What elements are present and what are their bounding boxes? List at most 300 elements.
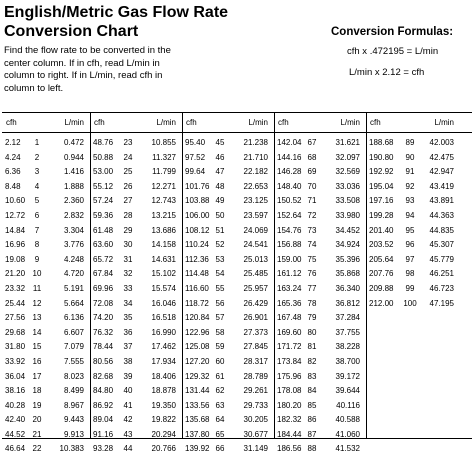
center-value: 51 — [215, 225, 225, 235]
table-row — [274, 326, 366, 341]
lmin-value: 17.934 — [151, 356, 176, 366]
table-row — [90, 151, 182, 166]
center-value: 82 — [307, 356, 317, 366]
table-row — [90, 340, 182, 355]
instructions-text: Find the flow rate to be converted in the center column. If in cfh, read L/min in column to right. If in L/min, read cfh in column to left. — [4, 45, 171, 94]
table-row — [182, 282, 274, 297]
lmin-value: 33.036 — [335, 181, 360, 191]
table-row — [90, 180, 182, 195]
cfh-value: 188.68 — [369, 138, 394, 147]
table-row — [182, 399, 274, 414]
row-list — [182, 136, 274, 457]
lmin-value: 35.396 — [335, 254, 360, 264]
cfh-value: 127.20 — [185, 356, 210, 366]
cfh-value: 61.48 — [93, 225, 114, 235]
center-value: 2 — [34, 152, 40, 162]
lmin-value: 8.499 — [63, 386, 84, 396]
cfh-value: 116.60 — [185, 283, 209, 293]
cfh-value: 122.96 — [185, 327, 210, 337]
cfh-value: 148.40 — [277, 181, 302, 191]
center-value: 50 — [215, 210, 225, 220]
cfh-value: 199.28 — [369, 210, 394, 220]
lmin-value: 26.901 — [243, 313, 268, 323]
cfh-value: 171.72 — [277, 342, 302, 352]
table-row — [2, 209, 90, 224]
lmin-value: 16.990 — [151, 327, 176, 337]
lmin-value: 6.136 — [63, 313, 84, 323]
table-row — [182, 209, 274, 224]
table-row — [2, 253, 90, 268]
table-row — [366, 194, 472, 209]
cfh-value: 212.00 — [369, 298, 394, 308]
lmin-value: 43.419 — [429, 181, 454, 191]
lmin-value: 39.644 — [335, 386, 360, 396]
table-row — [182, 326, 274, 341]
cfh-value: 63.60 — [93, 240, 114, 250]
lmin-value: 41.060 — [335, 429, 360, 439]
cfh-value: 180.20 — [277, 400, 302, 410]
cfh-value: 197.16 — [369, 196, 394, 206]
cfh-value: 40.28 — [5, 400, 26, 410]
table-row — [366, 297, 472, 312]
lmin-value: 36.812 — [335, 298, 360, 308]
table-row — [2, 165, 90, 180]
lmin-value: 37.755 — [335, 327, 360, 337]
table-row — [182, 151, 274, 166]
lmin-value: 2.832 — [63, 210, 84, 220]
lmin-value: 9.443 — [63, 415, 84, 425]
lmin-value: 32.569 — [335, 167, 360, 177]
lmin-value: 24.069 — [243, 225, 268, 235]
table-row — [90, 428, 182, 443]
lmin-value: 14.631 — [151, 254, 176, 264]
lmin-value: 2.360 — [63, 196, 84, 206]
lmin-value: 35.868 — [335, 269, 360, 279]
cfh-value: 23.32 — [5, 283, 26, 293]
center-value: 88 — [307, 444, 317, 454]
cfh-value: 207.76 — [369, 269, 394, 279]
cfh-value: 36.04 — [5, 371, 26, 381]
table-row — [274, 151, 366, 166]
lmin-value: 30.677 — [243, 429, 268, 439]
column-header — [90, 118, 182, 130]
lmin-value: 3.304 — [63, 225, 84, 235]
table-row — [182, 194, 274, 209]
center-value: 25 — [123, 167, 133, 177]
cfh-value: 59.36 — [93, 210, 114, 220]
lmin-value: 33.980 — [335, 210, 360, 220]
table-row — [90, 209, 182, 224]
center-value: 66 — [215, 444, 225, 454]
center-value: 86 — [307, 415, 317, 425]
center-value: 85 — [307, 400, 317, 410]
table-row — [274, 180, 366, 195]
lmin-value: 42.947 — [429, 167, 454, 177]
table-row — [182, 384, 274, 399]
header-cfh: cfh — [186, 118, 197, 127]
formula-lmin-to-cfh: L/min x 2.12 = cfh — [349, 67, 425, 78]
table-row — [90, 297, 182, 312]
lmin-value: 11.327 — [152, 152, 176, 162]
lmin-value: 36.340 — [335, 283, 360, 293]
table-row — [182, 370, 274, 385]
lmin-value: 38.228 — [335, 342, 360, 352]
cfh-value: 167.48 — [277, 313, 302, 323]
center-value: 49 — [215, 196, 225, 206]
cfh-value: 125.08 — [185, 342, 210, 352]
lmin-value: 20.294 — [151, 429, 176, 439]
center-value: 67 — [307, 138, 317, 147]
table-row — [90, 370, 182, 385]
lmin-value: 7.555 — [63, 356, 84, 366]
table-row — [274, 238, 366, 253]
lmin-value: 40.588 — [335, 415, 360, 425]
center-value: 11 — [32, 283, 42, 293]
lmin-value: 25.013 — [243, 254, 268, 264]
header-lmin: L/min — [434, 118, 454, 127]
lmin-value: 25.957 — [243, 283, 268, 293]
table-row — [90, 267, 182, 282]
cfh-value: 78.44 — [93, 342, 114, 352]
lmin-value: 22.653 — [243, 181, 268, 191]
cfh-value: 135.68 — [185, 415, 210, 425]
center-value: 56 — [215, 298, 225, 308]
table-row — [274, 267, 366, 282]
center-value: 45 — [215, 138, 225, 147]
cfh-value: 112.36 — [185, 254, 209, 264]
cfh-value: 114.48 — [185, 269, 209, 279]
cfh-value: 50.88 — [93, 152, 114, 162]
center-value: 75 — [307, 254, 317, 264]
cfh-value: 29.68 — [5, 327, 26, 337]
table-row — [366, 238, 472, 253]
cfh-value: 72.08 — [93, 298, 114, 308]
center-value: 19 — [32, 400, 42, 410]
table-row — [2, 326, 90, 341]
table-row — [366, 165, 472, 180]
cfh-value: 65.72 — [93, 254, 114, 264]
cfh-value: 192.92 — [369, 167, 394, 177]
lmin-value: 42.003 — [429, 138, 454, 147]
column-header — [366, 118, 472, 130]
center-value: 78 — [307, 298, 317, 308]
center-value: 76 — [307, 269, 317, 279]
table-row — [90, 136, 182, 151]
table-row — [274, 297, 366, 312]
lmin-value: 11.799 — [152, 167, 176, 177]
title-line-2: Conversion Chart — [4, 23, 139, 40]
table-row — [90, 253, 182, 268]
header-lmin: L/min — [248, 118, 268, 127]
cfh-value: 139.92 — [185, 444, 210, 454]
formulas-heading: Conversion Formulas: — [331, 26, 454, 38]
table-row — [182, 413, 274, 428]
center-value: 3 — [34, 167, 40, 177]
table-row — [90, 399, 182, 414]
table-row — [182, 253, 274, 268]
conversion-block-5 — [366, 113, 472, 438]
cfh-value: 55.12 — [93, 181, 114, 191]
center-value: 31 — [123, 254, 133, 264]
lmin-value: 43.891 — [429, 196, 454, 206]
center-value: 57 — [215, 313, 225, 323]
center-value: 64 — [215, 415, 225, 425]
cfh-value: 14.84 — [5, 225, 26, 235]
center-value: 79 — [307, 313, 317, 323]
row-list — [90, 136, 182, 457]
center-value: 6 — [34, 210, 40, 220]
table-row — [2, 399, 90, 414]
center-value: 37 — [123, 342, 133, 352]
lmin-value: 4.248 — [63, 254, 84, 264]
cfh-value: 203.52 — [369, 240, 394, 250]
table-row — [90, 194, 182, 209]
column-header — [2, 118, 90, 130]
center-value: 77 — [307, 283, 317, 293]
cfh-value: 38.16 — [5, 386, 26, 396]
table-row — [2, 224, 90, 239]
cfh-value: 12.72 — [5, 210, 26, 220]
center-value: 95 — [405, 225, 415, 235]
center-value: 74 — [307, 240, 317, 250]
cfh-value: 209.88 — [369, 283, 394, 293]
lmin-value: 44.835 — [429, 225, 454, 235]
table-row — [2, 238, 90, 253]
lmin-value: 20.766 — [151, 444, 176, 454]
cfh-value: 42.40 — [5, 415, 26, 425]
center-value: 63 — [215, 400, 225, 410]
cfh-value: 25.44 — [5, 298, 26, 308]
table-row — [182, 224, 274, 239]
cfh-value: 86.92 — [93, 400, 114, 410]
header-lmin: L/min — [340, 118, 360, 127]
cfh-value: 150.52 — [277, 196, 302, 206]
conversion-block-1 — [2, 113, 90, 454]
cfh-value: 48.76 — [93, 138, 114, 147]
table-row — [274, 311, 366, 326]
table-row — [182, 311, 274, 326]
center-value: 9 — [34, 254, 40, 264]
center-value: 18 — [32, 386, 42, 396]
cfh-value: 99.64 — [185, 167, 206, 177]
cfh-value: 120.84 — [185, 313, 210, 323]
lmin-value: 46.251 — [429, 269, 454, 279]
center-value: 98 — [405, 269, 415, 279]
lmin-value: 1.416 — [63, 167, 84, 177]
table-row — [90, 238, 182, 253]
center-value: 21 — [32, 429, 42, 439]
cfh-value: 142.04 — [277, 138, 302, 147]
center-value: 47 — [215, 167, 225, 177]
center-value: 70 — [307, 181, 317, 191]
table-row — [274, 413, 366, 428]
lmin-value: 13.215 — [151, 210, 176, 220]
cfh-value: 10.60 — [5, 196, 26, 206]
table-row — [90, 384, 182, 399]
title-line-1: English/Metric Gas Flow Rate — [4, 4, 229, 21]
center-value: 1 — [34, 138, 40, 147]
lmin-value: 21.238 — [243, 138, 268, 147]
center-value: 22 — [32, 444, 42, 454]
table-row — [274, 442, 366, 457]
cfh-value: 154.76 — [277, 225, 302, 235]
cfh-value: 57.24 — [93, 196, 114, 206]
lmin-value: 23.597 — [243, 210, 268, 220]
center-value: 13 — [32, 313, 42, 323]
cfh-value: 182.32 — [277, 415, 302, 425]
center-value: 10 — [32, 269, 42, 279]
table-row — [90, 413, 182, 428]
lmin-value: 26.429 — [243, 298, 268, 308]
center-value: 42 — [123, 415, 133, 425]
cfh-value: 110.24 — [185, 240, 209, 250]
lmin-value: 28.317 — [243, 356, 268, 366]
center-value: 58 — [215, 327, 225, 337]
cfh-value: 106.00 — [185, 210, 210, 220]
table-row — [2, 355, 90, 370]
lmin-value: 44.363 — [429, 210, 454, 220]
center-value: 100 — [403, 298, 417, 308]
cfh-value: 159.00 — [277, 254, 302, 264]
cfh-value: 108.12 — [185, 225, 210, 235]
lmin-value: 14.158 — [151, 240, 176, 250]
lmin-value: 42.475 — [429, 152, 454, 162]
lmin-value: 6.607 — [63, 327, 84, 337]
table-row — [366, 180, 472, 195]
cfh-value: 165.36 — [277, 298, 302, 308]
center-value: 36 — [123, 327, 133, 337]
table-row — [182, 442, 274, 457]
center-value: 61 — [215, 371, 225, 381]
cfh-value: 146.28 — [277, 167, 302, 177]
table-row — [2, 267, 90, 282]
lmin-value: 12.271 — [151, 181, 176, 191]
table-row — [274, 253, 366, 268]
lmin-value: 10.855 — [151, 138, 176, 147]
cfh-value: 137.80 — [185, 429, 210, 439]
center-value: 93 — [405, 196, 415, 206]
center-value: 35 — [123, 313, 133, 323]
lmin-value: 0.944 — [63, 152, 84, 162]
center-value: 41 — [123, 400, 133, 410]
center-value: 44 — [123, 444, 133, 454]
center-value: 8 — [34, 240, 40, 250]
cfh-value: 201.40 — [369, 225, 394, 235]
table-row — [274, 194, 366, 209]
header-cfh: cfh — [6, 118, 17, 127]
center-value: 52 — [215, 240, 225, 250]
lmin-value: 15.102 — [151, 269, 176, 279]
cfh-value: 27.56 — [5, 313, 26, 323]
lmin-value: 29.733 — [243, 400, 268, 410]
cfh-value: 95.40 — [185, 138, 206, 147]
center-value: 28 — [123, 210, 133, 220]
center-value: 94 — [405, 210, 415, 220]
lmin-value: 19.350 — [151, 400, 176, 410]
center-value: 40 — [123, 386, 133, 396]
lmin-value: 30.205 — [243, 415, 268, 425]
cfh-value: 8.48 — [5, 181, 21, 191]
lmin-value: 13.686 — [151, 225, 176, 235]
center-value: 24 — [123, 152, 133, 162]
center-value: 7 — [34, 225, 40, 235]
row-list — [366, 136, 472, 311]
table-row — [366, 253, 472, 268]
center-value: 73 — [307, 225, 317, 235]
center-value: 54 — [215, 269, 225, 279]
header-lmin: L/min — [64, 118, 84, 127]
table-row — [182, 355, 274, 370]
center-value: 4 — [34, 181, 40, 191]
lmin-value: 24.541 — [243, 240, 268, 250]
table-row — [90, 165, 182, 180]
lmin-value: 16.518 — [151, 313, 176, 323]
lmin-value: 27.373 — [243, 327, 268, 337]
table-row — [182, 297, 274, 312]
cfh-value: 156.88 — [277, 240, 302, 250]
lmin-value: 9.913 — [63, 429, 84, 439]
table-row — [182, 267, 274, 282]
center-value: 96 — [405, 240, 415, 250]
conversion-block-4 — [274, 113, 366, 454]
table-row — [274, 136, 366, 151]
cfh-value: 19.08 — [5, 254, 26, 264]
lmin-value: 0.472 — [63, 138, 84, 147]
lmin-value: 12.743 — [151, 196, 176, 206]
center-value: 43 — [123, 429, 133, 439]
table-row — [274, 165, 366, 180]
table-row — [274, 282, 366, 297]
table-row — [90, 326, 182, 341]
lmin-value: 4.720 — [63, 269, 84, 279]
center-value: 80 — [307, 327, 317, 337]
center-value: 38 — [123, 356, 133, 366]
center-value: 91 — [405, 167, 415, 177]
table-row — [366, 224, 472, 239]
table-row — [2, 370, 90, 385]
cfh-value: 163.24 — [277, 283, 302, 293]
center-value: 92 — [405, 181, 415, 191]
lmin-value: 1.888 — [63, 181, 84, 191]
center-value: 65 — [215, 429, 225, 439]
cfh-value: 74.20 — [93, 313, 114, 323]
table-row — [274, 384, 366, 399]
table-row — [2, 413, 90, 428]
table-row — [2, 311, 90, 326]
table-row — [366, 209, 472, 224]
center-value: 17 — [32, 371, 42, 381]
center-value: 16 — [32, 356, 42, 366]
table-row — [274, 355, 366, 370]
header-cfh: cfh — [370, 118, 381, 127]
center-value: 83 — [307, 371, 317, 381]
lmin-value: 37.284 — [335, 313, 360, 323]
table-row — [2, 340, 90, 355]
cfh-value: 82.68 — [93, 371, 114, 381]
cfh-value: 190.80 — [369, 152, 394, 162]
cfh-value: 161.12 — [277, 269, 302, 279]
row-list — [2, 136, 90, 457]
table-row — [90, 224, 182, 239]
cfh-value: 6.36 — [5, 167, 21, 177]
center-value: 34 — [123, 298, 133, 308]
center-value: 15 — [32, 342, 42, 352]
cfh-value: 31.80 — [5, 342, 26, 352]
table-row — [182, 165, 274, 180]
lmin-value: 5.664 — [63, 298, 84, 308]
center-value: 99 — [405, 283, 415, 293]
lmin-value: 3.776 — [63, 240, 84, 250]
